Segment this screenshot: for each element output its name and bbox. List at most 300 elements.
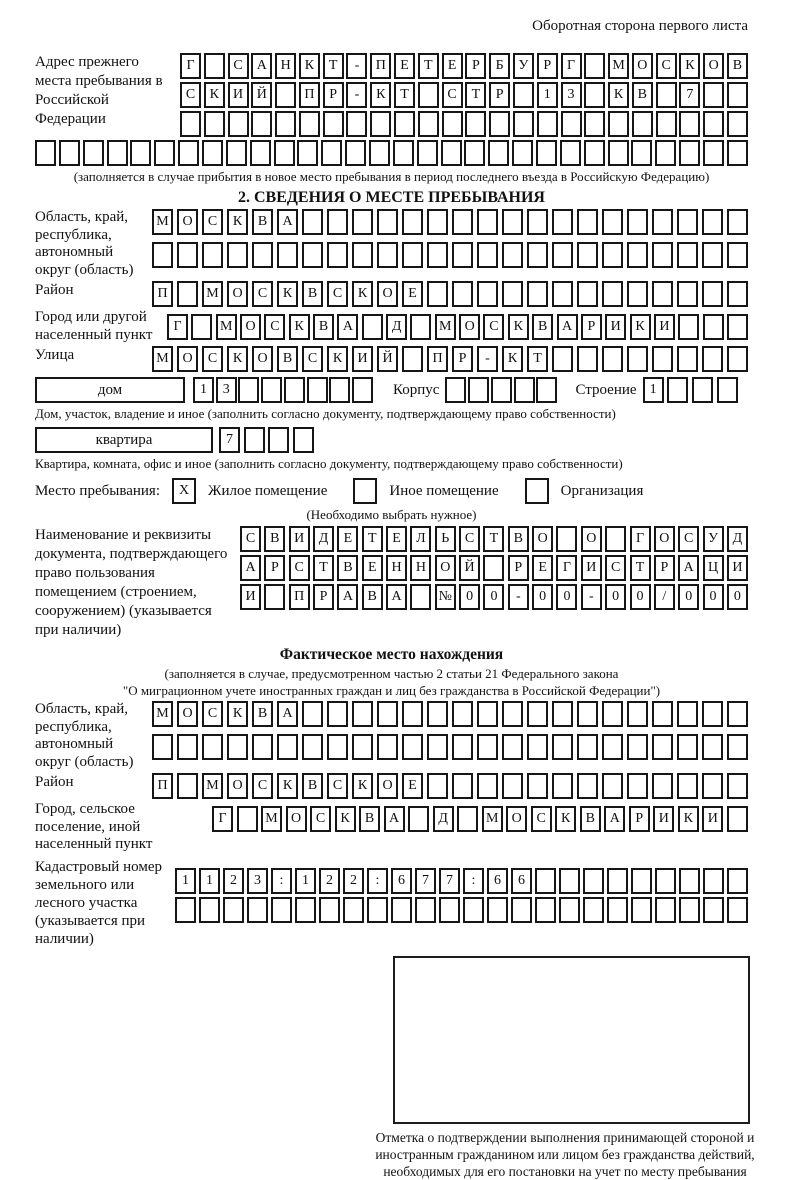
- city-label: Город или другой населенный пункт: [35, 309, 153, 343]
- form-cell: К: [227, 346, 248, 372]
- form-cell: [274, 140, 295, 166]
- form-cell: -: [508, 584, 529, 610]
- form-cell: 2: [343, 868, 364, 894]
- form-cell: 2: [223, 868, 244, 894]
- house-line: [35, 377, 748, 403]
- form-cell: М: [261, 806, 282, 832]
- form-cell: Т: [323, 53, 344, 79]
- stay-type-option-organization: Организация: [560, 482, 644, 499]
- form-cell: [703, 897, 724, 923]
- form-cell: [352, 242, 373, 268]
- form-cell: В: [532, 314, 553, 340]
- form-cell: [727, 868, 748, 894]
- form-cell: [692, 377, 713, 403]
- ownership-document-label: Наименование и реквизиты документа, подтверждающего право пользования помещением (строением, сооружением) (указывается при наличии): [35, 527, 228, 638]
- form-cell: С: [202, 701, 223, 727]
- district-block: [35, 281, 748, 307]
- form-cell: О: [654, 526, 675, 552]
- form-cell: [577, 281, 598, 307]
- form-cell: [452, 281, 473, 307]
- form-cell: [655, 868, 676, 894]
- korpus-label: Корпус: [393, 381, 440, 398]
- form-cell: 0: [483, 584, 504, 610]
- confirmation-stamp-box: [393, 956, 750, 1124]
- form-cell: [302, 734, 323, 760]
- actual-city-block: [35, 801, 748, 854]
- form-cell: А: [386, 584, 407, 610]
- form-cell: И: [228, 82, 249, 108]
- form-cell: Н: [275, 53, 296, 79]
- form-cell: К: [327, 346, 348, 372]
- form-cell: [703, 111, 724, 137]
- form-cell: Е: [337, 526, 358, 552]
- form-cell: [527, 209, 548, 235]
- form-cell: [410, 584, 431, 610]
- form-cell: [477, 773, 498, 799]
- form-cell: К: [299, 53, 320, 79]
- form-cell: 1: [643, 377, 664, 403]
- form-cell: У: [703, 526, 724, 552]
- form-cell: [703, 140, 724, 166]
- form-cell: А: [240, 555, 261, 581]
- apartment-note: Квартира, комната, офис и иное (заполнить согласно документу, подтверждающему право собственности): [35, 456, 623, 471]
- form-cell: А: [277, 209, 298, 235]
- form-cell: [602, 242, 623, 268]
- form-cell: Р: [313, 584, 334, 610]
- form-cell: У: [513, 53, 534, 79]
- actual-district-label: Район: [35, 774, 74, 790]
- form-cell: Д: [386, 314, 407, 340]
- form-cell: 0: [678, 584, 699, 610]
- cell-row: [152, 209, 748, 235]
- form-cell: [302, 209, 323, 235]
- korpus-cells: [445, 377, 557, 403]
- form-cell: [727, 773, 748, 799]
- cell-row: [240, 584, 748, 610]
- form-cell: [502, 281, 523, 307]
- form-cell: [584, 111, 605, 137]
- form-cell: [702, 773, 723, 799]
- form-cell: [583, 868, 604, 894]
- form-cell: [477, 701, 498, 727]
- form-cell: [608, 111, 629, 137]
- form-cell: [394, 111, 415, 137]
- form-cell: С: [310, 806, 331, 832]
- previous-address-note: (заполняется в случае прибытия в новое место пребывания в период последнего въезда в Российскую Федерацию): [73, 169, 710, 184]
- form-cell: [271, 897, 292, 923]
- form-cell: [227, 242, 248, 268]
- form-cell: [652, 281, 673, 307]
- form-cell: [552, 281, 573, 307]
- form-cell: 0: [703, 584, 724, 610]
- form-cell: 6: [391, 868, 412, 894]
- form-cell: -: [477, 346, 498, 372]
- form-cell: [418, 82, 439, 108]
- form-cell: А: [337, 584, 358, 610]
- form-cell: А: [557, 314, 578, 340]
- form-cell: [702, 701, 723, 727]
- form-cell: [502, 242, 523, 268]
- form-cell: [552, 242, 573, 268]
- form-cell: [527, 734, 548, 760]
- form-cell: [489, 111, 510, 137]
- form-cell: [441, 140, 462, 166]
- form-cell: [488, 140, 509, 166]
- form-cell: [463, 897, 484, 923]
- apartment-line: [35, 427, 748, 453]
- form-cell: Л: [410, 526, 431, 552]
- form-cell: О: [506, 806, 527, 832]
- stay-type-line: [35, 478, 748, 504]
- form-cell: Т: [630, 555, 651, 581]
- form-cell: [299, 111, 320, 137]
- cell-row: [167, 314, 748, 340]
- form-cell: [418, 111, 439, 137]
- form-cell: [652, 773, 673, 799]
- form-cell: [302, 242, 323, 268]
- house-number-cells: [193, 377, 373, 403]
- form-cell: [631, 897, 652, 923]
- form-cell: [465, 111, 486, 137]
- form-cell: Г: [167, 314, 188, 340]
- form-cell: К: [289, 314, 310, 340]
- form-cell: [35, 140, 56, 166]
- form-cell: [607, 897, 628, 923]
- form-cell: [251, 111, 272, 137]
- form-cell: [391, 897, 412, 923]
- form-cell: К: [277, 773, 298, 799]
- form-cell: [393, 140, 414, 166]
- cadastral-label: Кадастровый номер земельного или лесного участка (указывается при наличии): [35, 858, 162, 947]
- form-cell: [667, 377, 688, 403]
- stay-type-option-dwelling: Жилое помещение: [208, 482, 328, 499]
- cell-row: [212, 806, 748, 832]
- form-cell: [677, 701, 698, 727]
- stroenie-cells: [643, 377, 738, 403]
- form-cell: [452, 734, 473, 760]
- form-cell: [277, 734, 298, 760]
- previous-address-block: [35, 53, 748, 137]
- form-cell: И: [581, 555, 602, 581]
- cell-row: [152, 281, 748, 307]
- form-cell: [457, 806, 478, 832]
- form-cell: -: [346, 82, 367, 108]
- form-cell: А: [277, 701, 298, 727]
- form-cell: [584, 82, 605, 108]
- form-cell: С: [531, 806, 552, 832]
- form-cell: [577, 242, 598, 268]
- form-cell: [445, 377, 466, 403]
- form-cell: [427, 734, 448, 760]
- form-cell: [536, 377, 557, 403]
- form-cell: [202, 242, 223, 268]
- form-cell: [427, 209, 448, 235]
- form-cell: И: [702, 806, 723, 832]
- form-cell: [352, 377, 373, 403]
- form-cell: С: [302, 346, 323, 372]
- form-cell: [702, 734, 723, 760]
- form-cell: М: [152, 701, 173, 727]
- form-cell: [177, 734, 198, 760]
- form-cell: [452, 209, 473, 235]
- previous-address-rows: [180, 53, 748, 137]
- form-cell: А: [251, 53, 272, 79]
- form-cell: [561, 111, 582, 137]
- form-cell: М: [152, 346, 173, 372]
- form-cell: [327, 734, 348, 760]
- form-cell: [319, 897, 340, 923]
- form-cell: [677, 734, 698, 760]
- apartment-box-label: квартира: [35, 427, 213, 453]
- form-cell: К: [352, 281, 373, 307]
- form-cell: [727, 82, 748, 108]
- form-cell: С: [252, 281, 273, 307]
- form-cell: И: [605, 314, 626, 340]
- form-cell: О: [177, 701, 198, 727]
- form-cell: [652, 701, 673, 727]
- form-cell: Г: [561, 53, 582, 79]
- form-cell: С: [656, 53, 677, 79]
- form-cell: [527, 701, 548, 727]
- form-cell: [268, 427, 289, 453]
- form-cell: [377, 242, 398, 268]
- form-cell: С: [442, 82, 463, 108]
- form-cell: Н: [410, 555, 431, 581]
- form-cell: [477, 281, 498, 307]
- form-cell: [352, 701, 373, 727]
- form-cell: Р: [323, 82, 344, 108]
- form-cell: [605, 526, 626, 552]
- form-cell: П: [370, 53, 391, 79]
- cell-row: [152, 773, 748, 799]
- form-cell: [468, 377, 489, 403]
- form-cell: [502, 701, 523, 727]
- form-cell: [352, 209, 373, 235]
- form-cell: [343, 897, 364, 923]
- form-cell: [560, 140, 581, 166]
- cell-row: [180, 82, 748, 108]
- cell-row: [152, 242, 748, 268]
- form-cell: [307, 377, 328, 403]
- previous-address-label: Адрес прежнего места пребывания в Российской Федерации: [35, 54, 163, 127]
- form-cell: [583, 897, 604, 923]
- form-cell: [627, 701, 648, 727]
- form-cell: К: [204, 82, 225, 108]
- form-cell: А: [384, 806, 405, 832]
- stay-type-checkbox-organization: [525, 478, 549, 504]
- cell-row: [152, 734, 748, 760]
- form-cell: [130, 140, 151, 166]
- form-cell: [537, 111, 558, 137]
- form-cell: [370, 111, 391, 137]
- form-cell: М: [216, 314, 237, 340]
- form-cell: [727, 140, 748, 166]
- form-cell: Е: [362, 555, 383, 581]
- confirmation-stamp-caption: Отметка о подтверждении выполнения принимающей стороной и иностранным гражданином или лицом без гражданства действий, необходимых для его постановки на учет по месту пребывания: [375, 1129, 755, 1179]
- form-cell: [656, 82, 677, 108]
- form-cell: [703, 868, 724, 894]
- form-cell: О: [459, 314, 480, 340]
- form-cell: 1: [295, 868, 316, 894]
- form-cell: [577, 346, 598, 372]
- form-cell: [408, 806, 429, 832]
- form-cell: 7: [415, 868, 436, 894]
- form-cell: [452, 701, 473, 727]
- form-cell: [727, 314, 748, 340]
- form-cell: [679, 868, 700, 894]
- form-cell: И: [727, 555, 748, 581]
- form-cell: [727, 806, 748, 832]
- form-cell: О: [227, 281, 248, 307]
- form-cell: Р: [465, 53, 486, 79]
- form-cell: 7: [219, 427, 240, 453]
- form-cell: И: [352, 346, 373, 372]
- form-cell: М: [608, 53, 629, 79]
- form-cell: С: [605, 555, 626, 581]
- actual-location-note-1: (заполняется в случае, предусмотренном частью 2 статьи 21 Федерального закона: [164, 666, 619, 681]
- form-cell: [602, 281, 623, 307]
- form-cell: [491, 377, 512, 403]
- cell-row: [152, 346, 748, 372]
- form-cell: [552, 701, 573, 727]
- form-cell: [727, 209, 748, 235]
- confirmation-stamp-area: [375, 956, 755, 1180]
- form-cell: [247, 897, 268, 923]
- form-cell: [362, 314, 383, 340]
- form-cell: [237, 806, 258, 832]
- form-cell: [244, 427, 265, 453]
- form-cell: [512, 140, 533, 166]
- form-cell: Е: [386, 526, 407, 552]
- form-cell: И: [240, 584, 261, 610]
- actual-district-block: [35, 773, 748, 799]
- form-cell: [238, 377, 259, 403]
- cell-row: [240, 526, 748, 552]
- page-side-note: Оборотная сторона первого листа: [532, 18, 748, 34]
- actual-location-note-2: "О миграционном учете иностранных граждан и лиц без гражданства в Российской Федерации"): [122, 682, 661, 698]
- form-cell: [536, 140, 557, 166]
- form-cell: П: [152, 773, 173, 799]
- form-cell: [602, 701, 623, 727]
- form-cell: [514, 377, 535, 403]
- form-cell: Б: [489, 53, 510, 79]
- form-cell: В: [313, 314, 334, 340]
- form-cell: О: [703, 53, 724, 79]
- form-cell: С: [327, 281, 348, 307]
- form-cell: [275, 82, 296, 108]
- actual-city-label: Город, сельское поселение, иной населенный пункт: [35, 801, 153, 852]
- form-cell: О: [177, 346, 198, 372]
- form-cell: [252, 242, 273, 268]
- form-cell: [202, 734, 223, 760]
- form-cell: А: [337, 314, 358, 340]
- form-cell: [702, 242, 723, 268]
- form-cell: Т: [362, 526, 383, 552]
- form-cell: [477, 242, 498, 268]
- form-cell: [427, 281, 448, 307]
- form-cell: [228, 111, 249, 137]
- form-cell: [631, 868, 652, 894]
- form-cell: [452, 242, 473, 268]
- form-cell: [367, 897, 388, 923]
- form-cell: [502, 209, 523, 235]
- form-cell: К: [227, 701, 248, 727]
- form-cell: Ц: [703, 555, 724, 581]
- city-block: [35, 309, 748, 344]
- region-rows: [152, 209, 748, 268]
- ownership-document-block: [35, 526, 748, 640]
- form-cell: [502, 773, 523, 799]
- form-cell: М: [202, 773, 223, 799]
- form-cell: [327, 242, 348, 268]
- form-cell: [652, 346, 673, 372]
- form-cell: [632, 111, 653, 137]
- form-cell: [577, 701, 598, 727]
- form-cell: М: [435, 314, 456, 340]
- form-cell: К: [679, 53, 700, 79]
- form-cell: В: [264, 526, 285, 552]
- form-cell: [483, 555, 504, 581]
- stay-type-checkbox-dwelling: [172, 478, 196, 504]
- form-cell: [199, 897, 220, 923]
- form-cell: О: [286, 806, 307, 832]
- form-cell: [608, 140, 629, 166]
- actual-region-block: [35, 701, 748, 771]
- form-cell: [679, 140, 700, 166]
- form-cell: [677, 281, 698, 307]
- form-cell: [275, 111, 296, 137]
- stroenie-label: Строение: [575, 381, 637, 398]
- form-cell: [402, 209, 423, 235]
- apartment-cells: [219, 427, 314, 453]
- form-cell: [677, 346, 698, 372]
- form-cell: [631, 140, 652, 166]
- form-cell: Й: [377, 346, 398, 372]
- form-cell: П: [427, 346, 448, 372]
- form-cell: 2: [319, 868, 340, 894]
- form-cell: [607, 868, 628, 894]
- form-cell: [427, 773, 448, 799]
- cell-row: [175, 897, 748, 923]
- form-cell: [227, 734, 248, 760]
- form-cell: Е: [532, 555, 553, 581]
- form-cell: Г: [180, 53, 201, 79]
- form-cell: В: [337, 555, 358, 581]
- form-cell: [577, 773, 598, 799]
- form-cell: Е: [402, 281, 423, 307]
- form-cell: [652, 734, 673, 760]
- form-cell: Г: [630, 526, 651, 552]
- actual-location-title: Фактическое место нахождения: [279, 646, 504, 663]
- form-cell: [652, 242, 673, 268]
- form-cell: В: [359, 806, 380, 832]
- form-cell: И: [653, 806, 674, 832]
- form-cell: [717, 377, 738, 403]
- form-cell: А: [678, 555, 699, 581]
- form-cell: [527, 242, 548, 268]
- form-cell: С: [252, 773, 273, 799]
- cell-row: [180, 53, 748, 79]
- form-cell: К: [370, 82, 391, 108]
- form-cell: О: [240, 314, 261, 340]
- form-cell: [552, 773, 573, 799]
- form-cell: П: [152, 281, 173, 307]
- form-cell: [302, 701, 323, 727]
- form-cell: [655, 897, 676, 923]
- cell-row: [152, 701, 748, 727]
- form-cell: О: [252, 346, 273, 372]
- form-cell: С: [180, 82, 201, 108]
